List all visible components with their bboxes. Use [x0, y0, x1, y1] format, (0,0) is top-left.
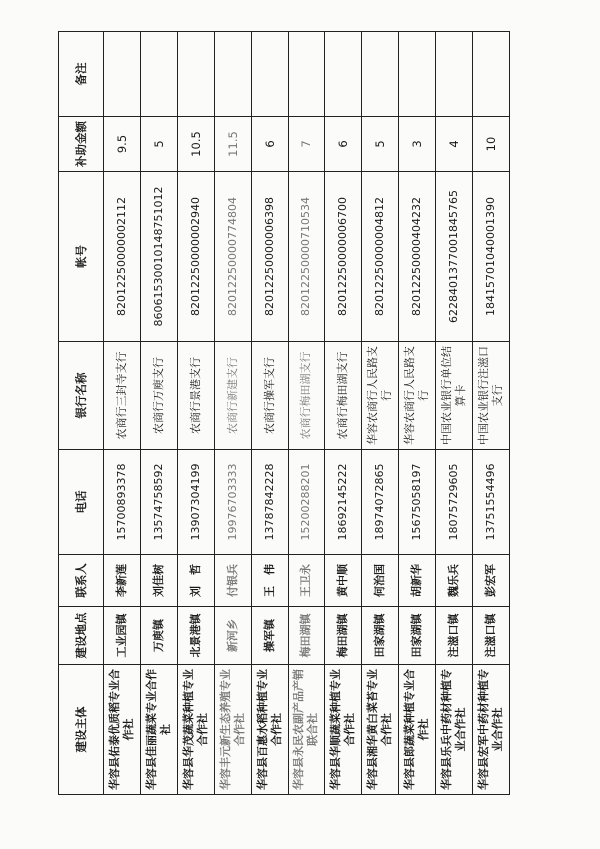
cell-amount: 7 — [288, 117, 325, 172]
cell-account: 82012250000774804 — [214, 172, 251, 342]
cell-phone: 19976703333 — [214, 450, 251, 555]
cell-amount: 5 — [140, 117, 177, 172]
cell-amount: 4 — [436, 117, 473, 172]
cell-contact: 付银兵 — [214, 555, 251, 607]
header-phone: 电话 — [59, 450, 104, 555]
cell-bank: 中国农业银行单位结算卡 — [436, 342, 473, 450]
cell-contact: 彭宏军 — [473, 555, 510, 607]
cell-phone: 18974072865 — [362, 450, 399, 555]
table-row — [177, 32, 214, 795]
cell-location: 北景港镇 — [177, 607, 214, 665]
cell-note — [140, 32, 177, 117]
cell-location: 注滋口镇 — [473, 607, 510, 665]
cell-note — [288, 32, 325, 117]
cell-contact: 胡新华 — [399, 555, 436, 607]
header-entity: 建设主体 — [59, 665, 104, 795]
cell-note — [436, 32, 473, 117]
cell-entity: 华容丰元新生态养殖专业合作社 — [214, 665, 251, 795]
cell-entity: 华容县郎蔬菜种植专业合作社 — [399, 665, 436, 795]
cell-contact: 黄中顺 — [325, 555, 362, 607]
cell-entity: 华容县永民农副产品产销联合社 — [288, 665, 325, 795]
cell-entity: 华容县乐兵中药材种植专业合作社 — [436, 665, 473, 795]
table-row — [140, 32, 177, 795]
cell-contact: 何治国 — [362, 555, 399, 607]
table-row — [436, 32, 473, 795]
header-bank: 银行名称 — [59, 342, 104, 450]
cell-account: 86061530010148751012 — [140, 172, 177, 342]
cell-phone: 15200288201 — [288, 450, 325, 555]
table-row — [104, 32, 141, 795]
cell-note — [362, 32, 399, 117]
cell-note — [177, 32, 214, 117]
cell-location: 田家湖镇 — [362, 607, 399, 665]
header-contact: 联系人 — [59, 555, 104, 607]
cell-contact: 王 伟 — [251, 555, 288, 607]
cell-entity: 华容县湘华黄白菜苔专业合作社 — [362, 665, 399, 795]
header-location: 建设地点 — [59, 607, 104, 665]
rotated-table-wrapper — [58, 32, 510, 795]
cell-account: 82012250000404232 — [399, 172, 436, 342]
cell-phone: 13787842228 — [251, 450, 288, 555]
cell-bank: 华容农商行人民路支行 — [399, 342, 436, 450]
table-row — [251, 32, 288, 795]
cell-phone: 15675058197 — [399, 450, 436, 555]
cell-contact: 王卫永 — [288, 555, 325, 607]
cell-bank: 农商行新建支行 — [214, 342, 251, 450]
cell-contact: 李新莲 — [104, 555, 141, 607]
header-amount: 补助金额 — [59, 117, 104, 172]
cell-bank: 农商行景港支行 — [177, 342, 214, 450]
header-row — [59, 32, 104, 795]
cell-note — [399, 32, 436, 117]
cell-note — [251, 32, 288, 117]
cell-note — [473, 32, 510, 117]
cell-amount: 10.5 — [177, 117, 214, 172]
cell-entity: 华容县百惠水稻种植专业合作社 — [251, 665, 288, 795]
cell-bank: 农商行操军支行 — [251, 342, 288, 450]
cell-bank: 农商行三封寺支行 — [104, 342, 141, 450]
cell-entity: 华容县华茂蔬菜种植专业合作社 — [177, 665, 214, 795]
cell-account: 82012250000710534 — [288, 172, 325, 342]
cell-account: 82012250000002940 — [177, 172, 214, 342]
table-row — [473, 32, 510, 795]
header-note: 备注 — [59, 32, 104, 117]
cell-bank: 中国农业银行注滋口支行 — [473, 342, 510, 450]
cell-account: 82012250000006398 — [251, 172, 288, 342]
cell-amount: 6 — [325, 117, 362, 172]
cell-contact: 刘 哲 — [177, 555, 214, 607]
cell-bank: 农商行梅田湖支行 — [288, 342, 325, 450]
subsidy-table — [58, 31, 510, 795]
cell-phone: 13907304199 — [177, 450, 214, 555]
cell-location: 田家湖镇 — [399, 607, 436, 665]
cell-entity: 华容县佳丽蔬菜专业合作社 — [140, 665, 177, 795]
cell-account: 82012250000006700 — [325, 172, 362, 342]
cell-note — [214, 32, 251, 117]
cell-phone: 18692145222 — [325, 450, 362, 555]
cell-location: 新河乡 — [214, 607, 251, 665]
cell-entity: 华容县华顺蔬菜种植专业合作社 — [325, 665, 362, 795]
cell-account: 6228401377001845765 — [436, 172, 473, 342]
cell-bank: 华容农商行人民路支行 — [362, 342, 399, 450]
cell-amount: 5 — [362, 117, 399, 172]
cell-amount: 11.5 — [214, 117, 251, 172]
cell-phone: 18075729605 — [436, 450, 473, 555]
cell-location: 万庾镇 — [140, 607, 177, 665]
cell-phone: 15700893378 — [104, 450, 141, 555]
cell-account: 82012250000004812 — [362, 172, 399, 342]
table-row — [214, 32, 251, 795]
table-row — [288, 32, 325, 795]
cell-account: 18415701040001390 — [473, 172, 510, 342]
cell-note — [325, 32, 362, 117]
cell-amount: 6 — [251, 117, 288, 172]
cell-amount: 3 — [399, 117, 436, 172]
cell-phone: 13574758592 — [140, 450, 177, 555]
header-account: 帐号 — [59, 172, 104, 342]
cell-amount: 10 — [473, 117, 510, 172]
cell-location: 梅田湖镇 — [288, 607, 325, 665]
cell-location: 操军镇 — [251, 607, 288, 665]
cell-amount: 9.5 — [104, 117, 141, 172]
table-row — [399, 32, 436, 795]
cell-contact: 魏乐兵 — [436, 555, 473, 607]
cell-note — [104, 32, 141, 117]
cell-location: 注滋口镇 — [436, 607, 473, 665]
cell-account: 82012250000002112 — [104, 172, 141, 342]
cell-location: 梅田湖镇 — [325, 607, 362, 665]
cell-contact: 刘佳树 — [140, 555, 177, 607]
table-row — [362, 32, 399, 795]
cell-entity: 华容县佑泰优质稻专业合作社 — [104, 665, 141, 795]
cell-bank: 农商行梅田湖支行 — [325, 342, 362, 450]
table-row — [325, 32, 362, 795]
cell-location: 工业园镇 — [104, 607, 141, 665]
cell-entity: 华容县宏军中药材种植专业合作社 — [473, 665, 510, 795]
cell-phone: 13751554496 — [473, 450, 510, 555]
cell-bank: 农商行万庾支行 — [140, 342, 177, 450]
